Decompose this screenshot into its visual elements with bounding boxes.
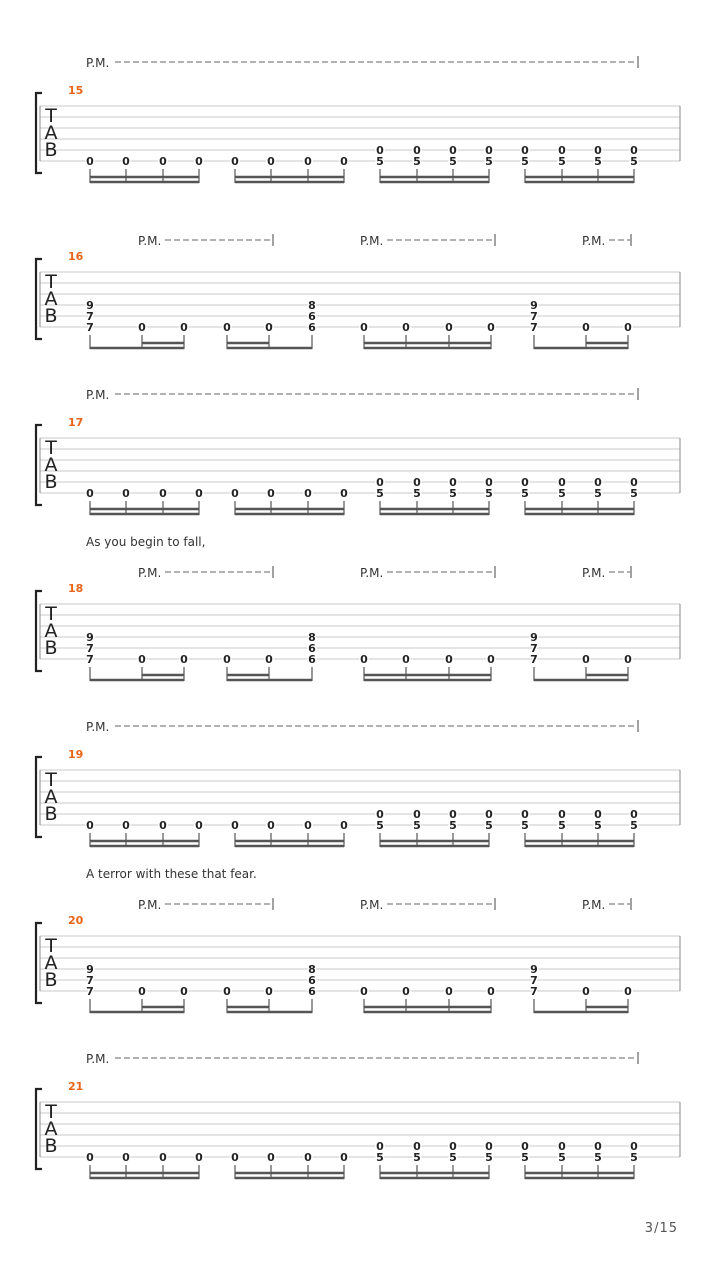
fret-number: 9 [530,299,538,312]
fret-number: 0 [180,985,188,998]
fret-number: 5 [485,155,493,168]
fret-number: 0 [624,321,632,334]
fret-number: 7 [86,985,94,998]
fret-number: 0 [267,155,275,168]
fret-number: 0 [86,1151,94,1164]
fret-number: 5 [376,155,384,168]
fret-number: 0 [594,476,602,489]
fret-number: 0 [265,653,273,666]
tab-clef-letter: A [44,952,58,974]
fret-number: 0 [521,808,529,821]
fret-number: 0 [487,321,495,334]
tab-clef-letter: A [44,288,58,310]
fret-number: 0 [413,1140,421,1153]
fret-number: 7 [86,310,94,323]
fret-number: 7 [86,653,94,666]
palm-mute-label: P.M. [582,898,606,912]
palm-mute-label: P.M. [582,566,606,580]
page-number: 3/15 [644,1221,678,1236]
fret-number: 5 [413,1151,421,1164]
fret-number: 0 [231,819,239,832]
fret-number: 0 [138,653,146,666]
fret-number: 0 [413,808,421,821]
fret-number: 5 [594,1151,602,1164]
fret-number: 0 [521,1140,529,1153]
fret-number: 5 [376,819,384,832]
fret-number: 0 [138,321,146,334]
fret-number: 7 [530,653,538,666]
fret-number: 8 [308,299,316,312]
fret-number: 0 [86,155,94,168]
tab-clef-letter: A [44,620,58,642]
fret-number: 5 [521,155,529,168]
fret-number: 0 [376,1140,384,1153]
fret-number: 0 [487,653,495,666]
palm-mute-label: P.M. [138,566,162,580]
fret-number: 0 [304,155,312,168]
tab-clef-letter: B [44,471,58,493]
fret-number: 0 [558,476,566,489]
lyric-text: As you begin to fall, [86,535,206,549]
fret-number: 0 [267,487,275,500]
fret-number: 6 [308,653,316,666]
fret-number: 0 [159,155,167,168]
fret-number: 5 [558,819,566,832]
tab-clef-letter: B [44,637,58,659]
fret-number: 0 [265,321,273,334]
fret-number: 5 [594,819,602,832]
palm-mute-label: P.M. [86,720,110,734]
tab-clef-letter: T [45,603,57,625]
fret-number: 0 [138,985,146,998]
fret-number: 0 [582,321,590,334]
fret-number: 0 [360,653,368,666]
fret-number: 5 [594,155,602,168]
fret-number: 5 [449,487,457,500]
fret-number: 0 [449,476,457,489]
fret-number: 0 [558,144,566,157]
fret-number: 0 [195,819,203,832]
fret-number: 6 [308,321,316,334]
fret-number: 5 [449,819,457,832]
fret-number: 0 [413,144,421,157]
measure-number: 15 [68,84,84,97]
fret-number: 0 [624,985,632,998]
fret-number: 9 [86,963,94,976]
fret-number: 5 [485,1151,493,1164]
measure-number: 18 [68,582,84,595]
tab-clef-letter: T [45,105,57,127]
fret-number: 0 [485,144,493,157]
fret-number: 0 [402,321,410,334]
fret-number: 0 [304,819,312,832]
fret-number: 0 [195,1151,203,1164]
fret-number: 5 [558,487,566,500]
tab-clef-letter: T [45,271,57,293]
fret-number: 0 [231,155,239,168]
fret-number: 0 [231,487,239,500]
tab-clef-letter: A [44,454,58,476]
fret-number: 0 [630,808,638,821]
fret-number: 0 [304,487,312,500]
fret-number: 0 [582,653,590,666]
fret-number: 0 [594,1140,602,1153]
fret-number: 5 [630,487,638,500]
fret-number: 6 [308,985,316,998]
tab-clef-letter: A [44,786,58,808]
fret-number: 5 [630,819,638,832]
fret-number: 0 [485,476,493,489]
fret-number: 5 [413,155,421,168]
tab-clef-letter: A [44,122,58,144]
fret-number: 0 [340,487,348,500]
tab-clef-letter: T [45,769,57,791]
tab-clef-letter: B [44,305,58,327]
fret-number: 0 [485,1140,493,1153]
fret-number: 0 [487,985,495,998]
fret-number: 0 [122,1151,130,1164]
fret-number: 0 [267,819,275,832]
measure-number: 21 [68,1080,84,1093]
lyric-text: A terror with these that fear. [86,867,257,881]
fret-number: 0 [376,476,384,489]
fret-number: 0 [558,808,566,821]
fret-number: 7 [530,974,538,987]
fret-number: 0 [485,808,493,821]
fret-number: 9 [530,631,538,644]
fret-number: 0 [449,1140,457,1153]
fret-number: 5 [558,155,566,168]
fret-number: 7 [530,642,538,655]
fret-number: 0 [594,144,602,157]
fret-number: 5 [594,487,602,500]
fret-number: 5 [413,487,421,500]
fret-number: 7 [530,321,538,334]
palm-mute-label: P.M. [86,388,110,402]
fret-number: 9 [530,963,538,976]
fret-number: 0 [86,819,94,832]
palm-mute-label: P.M. [360,566,384,580]
fret-number: 0 [449,144,457,157]
fret-number: 0 [267,1151,275,1164]
measure-number: 16 [68,250,84,263]
palm-mute-label: P.M. [138,234,162,248]
measure-number: 17 [68,416,84,429]
fret-number: 6 [308,642,316,655]
fret-number: 7 [530,985,538,998]
fret-number: 0 [340,155,348,168]
fret-number: 0 [445,985,453,998]
palm-mute-label: P.M. [360,234,384,248]
fret-number: 0 [413,476,421,489]
fret-number: 0 [159,819,167,832]
fret-number: 0 [180,321,188,334]
fret-number: 0 [223,321,231,334]
fret-number: 0 [122,155,130,168]
fret-number: 9 [86,631,94,644]
fret-number: 0 [122,819,130,832]
fret-number: 7 [530,310,538,323]
fret-number: 0 [376,808,384,821]
fret-number: 0 [180,653,188,666]
tab-clef-letter: T [45,935,57,957]
fret-number: 5 [630,155,638,168]
measure-number: 19 [68,748,84,761]
fret-number: 0 [582,985,590,998]
fret-number: 0 [624,653,632,666]
fret-number: 0 [630,1140,638,1153]
fret-number: 0 [445,321,453,334]
fret-number: 0 [402,653,410,666]
tab-clef-letter: A [44,1118,58,1140]
fret-number: 0 [340,819,348,832]
fret-number: 0 [558,1140,566,1153]
fret-number: 7 [86,642,94,655]
fret-number: 7 [86,321,94,334]
fret-number: 5 [521,819,529,832]
fret-number: 0 [594,808,602,821]
fret-number: 5 [376,487,384,500]
fret-number: 5 [449,1151,457,1164]
fret-number: 0 [445,653,453,666]
fret-number: 0 [304,1151,312,1164]
fret-number: 5 [630,1151,638,1164]
fret-number: 0 [521,144,529,157]
fret-number: 0 [195,155,203,168]
palm-mute-label: P.M. [138,898,162,912]
fret-number: 0 [122,487,130,500]
fret-number: 0 [265,985,273,998]
fret-number: 0 [360,985,368,998]
fret-number: 0 [402,985,410,998]
fret-number: 0 [376,144,384,157]
fret-number: 6 [308,974,316,987]
palm-mute-label: P.M. [86,1052,110,1066]
fret-number: 0 [159,487,167,500]
fret-number: 8 [308,963,316,976]
palm-mute-label: P.M. [86,56,110,70]
fret-number: 0 [223,985,231,998]
fret-number: 0 [195,487,203,500]
fret-number: 5 [521,487,529,500]
fret-number: 5 [376,1151,384,1164]
fret-number: 0 [231,1151,239,1164]
fret-number: 5 [558,1151,566,1164]
tab-clef-letter: B [44,139,58,161]
fret-number: 0 [630,476,638,489]
fret-number: 0 [521,476,529,489]
fret-number: 0 [159,1151,167,1164]
tab-clef-letter: B [44,1135,58,1157]
fret-number: 8 [308,631,316,644]
measure-number: 20 [68,914,84,927]
fret-number: 5 [521,1151,529,1164]
fret-number: 5 [413,819,421,832]
fret-number: 7 [86,974,94,987]
fret-number: 0 [360,321,368,334]
fret-number: 5 [449,155,457,168]
fret-number: 5 [485,819,493,832]
tab-clef-letter: B [44,803,58,825]
fret-number: 6 [308,310,316,323]
fret-number: 5 [485,487,493,500]
fret-number: 0 [449,808,457,821]
palm-mute-label: P.M. [360,898,384,912]
fret-number: 0 [223,653,231,666]
fret-number: 9 [86,299,94,312]
fret-number: 0 [630,144,638,157]
tab-clef-letter: B [44,969,58,991]
fret-number: 0 [340,1151,348,1164]
fret-number: 0 [86,487,94,500]
tab-clef-letter: T [45,437,57,459]
tab-clef-letter: T [45,1101,57,1123]
palm-mute-label: P.M. [582,234,606,248]
